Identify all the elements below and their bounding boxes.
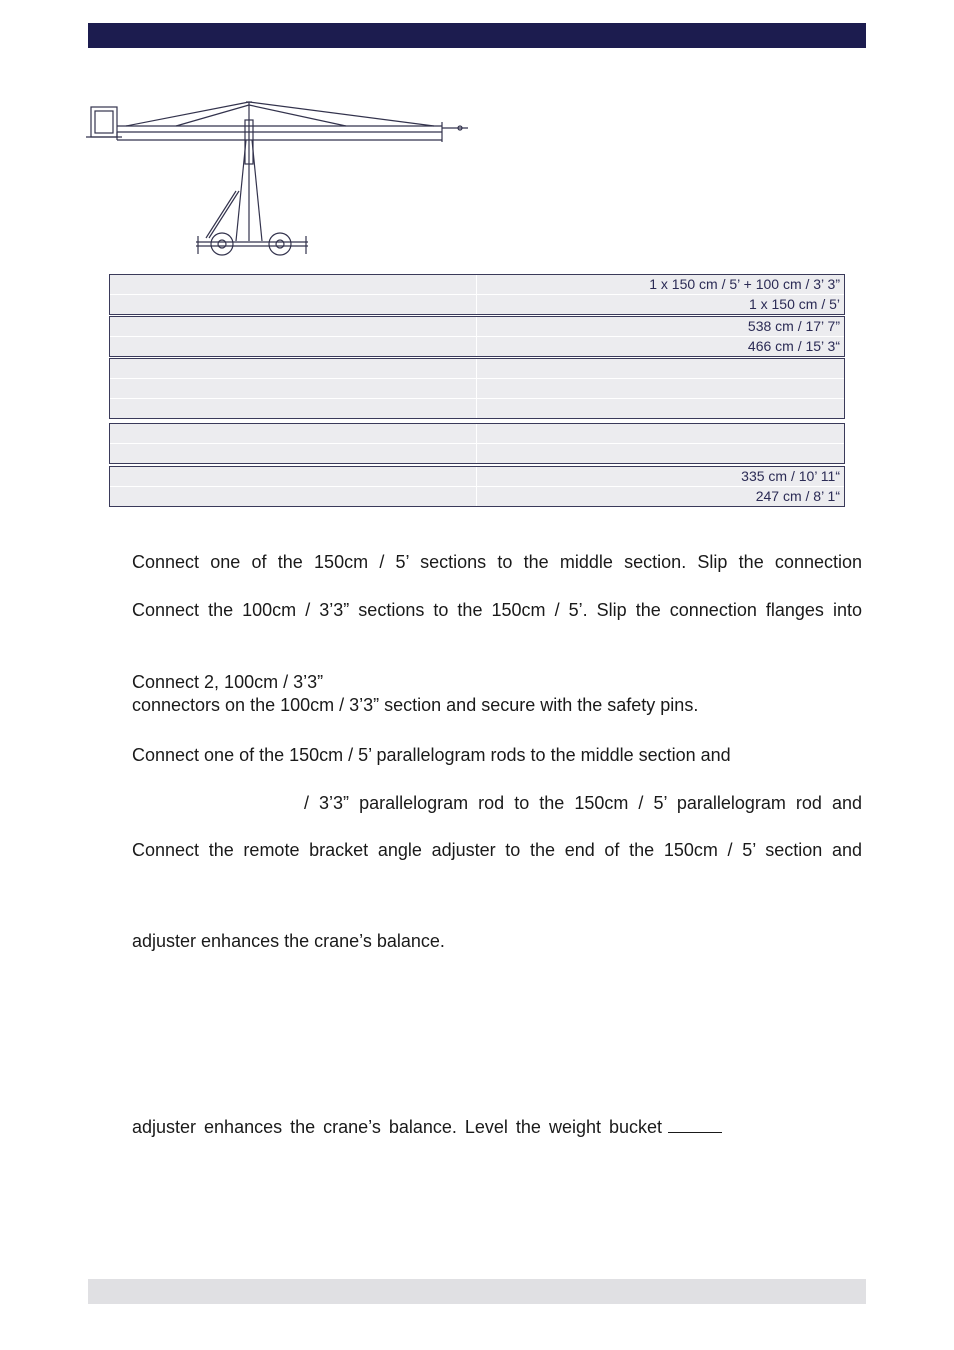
spec-group-3	[109, 358, 845, 419]
instruction-p6: Connect the remote bracket angle adjuster to the end of the 150cm / 5’ section and	[132, 840, 862, 860]
spec-label-cell	[110, 295, 476, 314]
spec-label-cell	[110, 359, 476, 378]
spec-value	[477, 399, 844, 418]
spec-value: 538 cm / 17’ 7”	[477, 317, 844, 336]
spec-label-cell	[110, 337, 476, 356]
spec-row	[110, 399, 844, 418]
spec-value: 466 cm / 15’ 3“	[477, 337, 844, 356]
crane-diagram	[86, 96, 478, 260]
spec-group-2	[109, 316, 845, 357]
spec-value: 1 x 150 cm / 5’	[477, 295, 844, 314]
spec-label-cell	[110, 379, 476, 398]
spec-row	[110, 337, 844, 356]
spec-value: 247 cm / 8’ 1“	[477, 487, 844, 506]
spec-value	[477, 424, 844, 443]
spec-value: 1 x 150 cm / 5’ + 100 cm / 3’ 3”	[477, 275, 844, 294]
spec-row	[110, 317, 844, 336]
spec-row	[110, 424, 844, 443]
instruction-p1: Connect one of the 150cm / 5’ sections to the middle section. Slip the connection	[132, 552, 862, 572]
header-bar	[88, 23, 866, 48]
spec-row	[110, 295, 844, 314]
spec-row	[110, 275, 844, 294]
spec-label-cell	[110, 444, 476, 463]
spec-value: 335 cm / 10’ 11“	[477, 467, 844, 486]
instruction-p3b: connectors on the 100cm / 3’3” section and secure with the safety pins.	[132, 695, 699, 715]
instruction-p8: adjuster enhances the crane’s balance. Level the weight bucket	[132, 1117, 663, 1137]
instruction-p5: / 3’3” parallelogram rod to the 150cm / 5’ parallelogram rod and	[304, 793, 862, 813]
fill-in-blank	[668, 1116, 722, 1133]
spec-group-1	[109, 274, 845, 315]
spec-row	[110, 444, 844, 463]
spec-group-5	[109, 466, 845, 507]
spec-label-cell	[110, 467, 476, 486]
spec-label-cell	[110, 399, 476, 418]
spec-value	[477, 379, 844, 398]
spec-group-4	[109, 423, 845, 464]
spec-label-cell	[110, 275, 476, 294]
spec-value	[477, 444, 844, 463]
spec-label-cell	[110, 317, 476, 336]
instruction-p7: adjuster enhances the crane’s balance.	[132, 931, 445, 951]
spec-value	[477, 359, 844, 378]
instruction-p2: Connect the 100cm / 3’3” sections to the 150cm / 5’. Slip the connection flanges into	[132, 600, 862, 620]
footer-bar	[88, 1279, 866, 1304]
spec-row	[110, 359, 844, 378]
spec-label-cell	[110, 487, 476, 506]
spec-label-cell	[110, 424, 476, 443]
instruction-p3a: Connect 2, 100cm / 3’3”	[132, 672, 324, 692]
instruction-p4: Connect one of the 150cm / 5’ parallelogram rods to the middle section and	[132, 745, 731, 765]
spec-row	[110, 379, 844, 398]
spec-row	[110, 467, 844, 486]
instruction-p8-line	[132, 1116, 772, 1139]
spec-row	[110, 487, 844, 506]
